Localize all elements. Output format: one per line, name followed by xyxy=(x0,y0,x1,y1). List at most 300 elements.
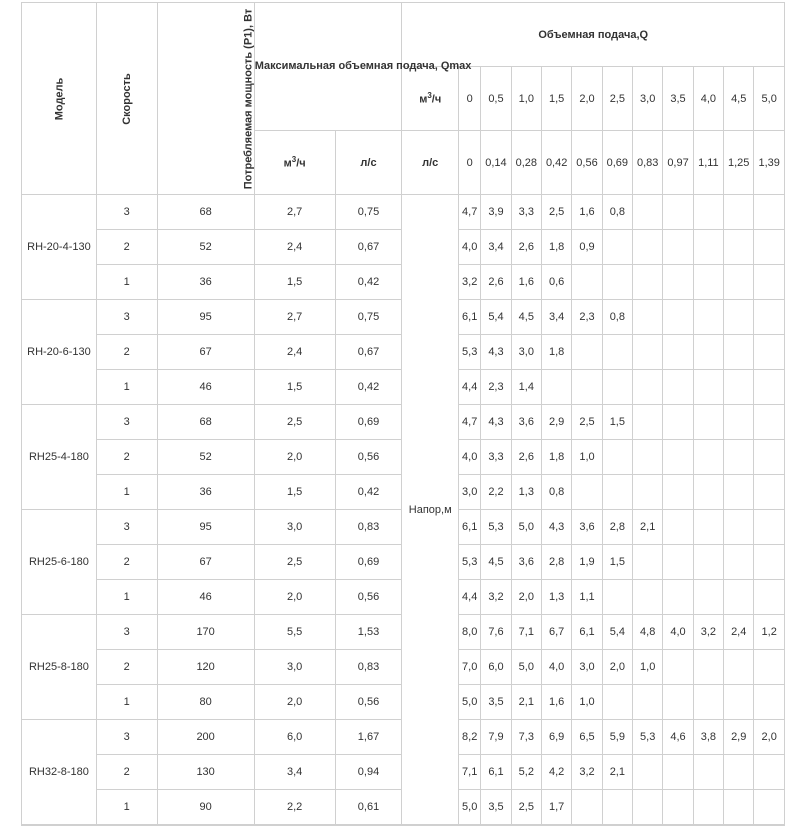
speed-cell: 1 xyxy=(96,790,157,825)
power-cell: 46 xyxy=(157,370,254,405)
power-header: Потребляемая мощность (Р1), Вт xyxy=(157,3,254,195)
head-value: 2,0 xyxy=(754,720,785,755)
qmax-m3h-cell: 2,4 xyxy=(254,230,335,265)
head-value: 5,2 xyxy=(511,755,541,790)
head-value: 5,4 xyxy=(602,615,632,650)
head-value: 1,9 xyxy=(572,545,602,580)
head-value: 3,9 xyxy=(481,195,511,230)
head-value xyxy=(724,230,754,265)
model-header: Модель xyxy=(22,3,97,195)
head-value: 4,0 xyxy=(541,650,571,685)
pump-spec-table xyxy=(21,2,785,825)
head-value: 4,4 xyxy=(459,580,481,615)
head-value: 6,0 xyxy=(481,650,511,685)
head-value: 2,0 xyxy=(602,650,632,685)
head-value: 1,0 xyxy=(572,440,602,475)
head-value xyxy=(633,335,663,370)
head-value xyxy=(633,265,663,300)
head-value xyxy=(693,755,723,790)
head-value xyxy=(693,440,723,475)
head-value: 2,8 xyxy=(541,545,571,580)
flow-ls-value: 0,97 xyxy=(663,131,693,195)
head-value: 3,3 xyxy=(481,440,511,475)
qmax-m3h-cell: 2,5 xyxy=(254,545,335,580)
head-value xyxy=(663,230,693,265)
flow-ls-value: 0,56 xyxy=(572,131,602,195)
qmax-ls-cell: 0,42 xyxy=(335,265,402,300)
qmax-m3h-unit: $м^3/ч$ xyxy=(254,131,335,195)
table-row xyxy=(22,195,785,230)
qmax-ls-cell: 1,53 xyxy=(335,615,402,650)
power-cell: 52 xyxy=(157,440,254,475)
head-value: 1,0 xyxy=(633,650,663,685)
head-value xyxy=(754,405,785,440)
head-value xyxy=(724,580,754,615)
head-value xyxy=(754,265,785,300)
head-value: 3,0 xyxy=(572,650,602,685)
head-value: 4,6 xyxy=(663,720,693,755)
model-name: RH-20-4-130 xyxy=(22,195,97,300)
head-value xyxy=(724,510,754,545)
head-value xyxy=(724,440,754,475)
head-value: 1,5 xyxy=(602,405,632,440)
power-cell: 67 xyxy=(157,335,254,370)
head-value xyxy=(724,650,754,685)
head-value: 5,0 xyxy=(459,685,481,720)
flow-ls-value: 1,39 xyxy=(754,131,785,195)
power-cell: 90 xyxy=(157,790,254,825)
head-value: 2,6 xyxy=(511,440,541,475)
head-value xyxy=(663,685,693,720)
head-value: 4,0 xyxy=(459,440,481,475)
head-value xyxy=(693,195,723,230)
qmax-ls-unit: л/с xyxy=(335,131,402,195)
bottom-border xyxy=(21,824,785,826)
head-value: 2,2 xyxy=(481,475,511,510)
flow-m3h-value: 1,0 xyxy=(511,67,541,131)
head-value: 6,9 xyxy=(541,720,571,755)
head-value xyxy=(663,300,693,335)
flow-ls-value: 1,11 xyxy=(693,131,723,195)
head-value xyxy=(572,475,602,510)
head-value: 3,2 xyxy=(459,265,481,300)
head-value xyxy=(602,440,632,475)
speed-cell: 1 xyxy=(96,265,157,300)
head-value: 5,0 xyxy=(511,510,541,545)
qmax-ls-cell: 1,67 xyxy=(335,720,402,755)
head-value: 5,3 xyxy=(459,335,481,370)
head-value xyxy=(663,370,693,405)
head-value: 5,3 xyxy=(481,510,511,545)
head-value: 0,8 xyxy=(602,195,632,230)
head-value xyxy=(693,475,723,510)
head-value xyxy=(754,335,785,370)
qmax-m3h-cell: 3,4 xyxy=(254,755,335,790)
head-value: 1,6 xyxy=(572,195,602,230)
speed-cell: 2 xyxy=(96,545,157,580)
head-value: 5,4 xyxy=(481,300,511,335)
power-cell: 170 xyxy=(157,615,254,650)
head-value: 3,0 xyxy=(511,335,541,370)
table-body xyxy=(22,195,785,825)
table-header xyxy=(22,3,785,195)
qmax-ls-cell: 0,69 xyxy=(335,545,402,580)
qmax-ls-cell: 0,75 xyxy=(335,195,402,230)
head-value xyxy=(633,195,663,230)
head-value: 6,1 xyxy=(459,510,481,545)
head-value xyxy=(663,475,693,510)
head-value xyxy=(693,545,723,580)
qmax-m3h-cell: 3,0 xyxy=(254,650,335,685)
head-value xyxy=(663,545,693,580)
head-value xyxy=(663,440,693,475)
head-value: 1,1 xyxy=(572,580,602,615)
head-value xyxy=(693,650,723,685)
head-value xyxy=(663,405,693,440)
qmax-m3h-cell: 1,5 xyxy=(254,265,335,300)
head-value xyxy=(724,790,754,825)
head-value: 2,3 xyxy=(481,370,511,405)
power-cell: 68 xyxy=(157,195,254,230)
qmax-m3h-cell: 2,7 xyxy=(254,300,335,335)
qmax-m3h-cell: 5,5 xyxy=(254,615,335,650)
head-value xyxy=(724,755,754,790)
flow-ls-value: 0,14 xyxy=(481,131,511,195)
head-value xyxy=(633,370,663,405)
speed-cell: 1 xyxy=(96,370,157,405)
head-value xyxy=(724,545,754,580)
head-value xyxy=(754,440,785,475)
power-cell: 200 xyxy=(157,720,254,755)
head-value: 7,6 xyxy=(481,615,511,650)
head-value: 1,2 xyxy=(754,615,785,650)
head-value: 3,6 xyxy=(511,545,541,580)
head-value xyxy=(754,370,785,405)
head-value xyxy=(754,580,785,615)
head-value xyxy=(724,405,754,440)
head-value: 1,6 xyxy=(511,265,541,300)
speed-cell: 2 xyxy=(96,335,157,370)
head-value: 2,5 xyxy=(572,405,602,440)
qmax-m3h-cell: 6,0 xyxy=(254,720,335,755)
head-value: 6,1 xyxy=(572,615,602,650)
head-value: 2,0 xyxy=(511,580,541,615)
head-value xyxy=(754,300,785,335)
head-value xyxy=(693,335,723,370)
head-value xyxy=(602,685,632,720)
flow-m3h-value: 4,0 xyxy=(693,67,723,131)
flow-ls-value: 0,42 xyxy=(541,131,571,195)
flow-m3h-value: 4,5 xyxy=(724,67,754,131)
head-value: 5,3 xyxy=(459,545,481,580)
qmax-m3h-cell: 1,5 xyxy=(254,370,335,405)
head-value: 2,4 xyxy=(724,615,754,650)
head-value: 0,8 xyxy=(602,300,632,335)
power-cell: 68 xyxy=(157,405,254,440)
head-value: 1,5 xyxy=(602,545,632,580)
head-value: 1,4 xyxy=(511,370,541,405)
speed-cell: 2 xyxy=(96,230,157,265)
speed-cell: 3 xyxy=(96,720,157,755)
head-value: 0,9 xyxy=(572,230,602,265)
power-cell: 46 xyxy=(157,580,254,615)
flow-m3h-unit: $м^3/ч$ xyxy=(402,67,459,131)
qmax-ls-cell: 0,67 xyxy=(335,335,402,370)
head-value xyxy=(602,580,632,615)
head-value xyxy=(602,370,632,405)
head-value xyxy=(663,510,693,545)
head-value: 1,3 xyxy=(511,475,541,510)
head-value: 4,8 xyxy=(633,615,663,650)
qmax-m3h-cell: 2,7 xyxy=(254,195,335,230)
flow-m3h-value: 1,5 xyxy=(541,67,571,131)
head-value xyxy=(693,370,723,405)
head-value xyxy=(754,650,785,685)
head-value: 5,0 xyxy=(511,650,541,685)
model-name: RH25-6-180 xyxy=(22,510,97,615)
head-value xyxy=(572,335,602,370)
flow-header: Объемная подача,Q xyxy=(402,3,785,67)
head-value: 0,6 xyxy=(541,265,571,300)
head-value: 3,8 xyxy=(693,720,723,755)
power-cell: 120 xyxy=(157,650,254,685)
head-value xyxy=(693,790,723,825)
power-cell: 80 xyxy=(157,685,254,720)
head-value: 1,8 xyxy=(541,335,571,370)
head-value: 4,5 xyxy=(481,545,511,580)
head-value: 4,3 xyxy=(481,405,511,440)
head-value xyxy=(633,545,663,580)
head-value xyxy=(693,230,723,265)
head-value: 3,5 xyxy=(481,685,511,720)
speed-cell: 2 xyxy=(96,440,157,475)
power-cell: 36 xyxy=(157,475,254,510)
head-value: 5,0 xyxy=(459,790,481,825)
head-value: 6,7 xyxy=(541,615,571,650)
power-cell: 67 xyxy=(157,545,254,580)
head-value: 2,1 xyxy=(633,510,663,545)
head-value: 4,3 xyxy=(541,510,571,545)
head-value: 8,0 xyxy=(459,615,481,650)
head-value xyxy=(754,230,785,265)
speed-cell: 3 xyxy=(96,405,157,440)
head-value: 3,4 xyxy=(541,300,571,335)
head-value xyxy=(633,755,663,790)
head-value xyxy=(724,475,754,510)
head-value: 4,7 xyxy=(459,195,481,230)
head-value xyxy=(754,545,785,580)
qmax-ls-cell: 0,83 xyxy=(335,650,402,685)
qmax-ls-cell: 0,94 xyxy=(335,755,402,790)
head-label: Напор,м xyxy=(402,195,459,825)
speed-cell: 1 xyxy=(96,685,157,720)
head-value xyxy=(663,650,693,685)
head-value: 2,1 xyxy=(511,685,541,720)
head-value: 7,1 xyxy=(511,615,541,650)
flow-m3h-value: 3,5 xyxy=(663,67,693,131)
head-value xyxy=(663,265,693,300)
head-value xyxy=(633,475,663,510)
head-value: 2,9 xyxy=(541,405,571,440)
head-value: 2,1 xyxy=(602,755,632,790)
qmax-m3h-cell: 2,5 xyxy=(254,405,335,440)
head-value: 4,5 xyxy=(511,300,541,335)
head-value: 3,2 xyxy=(572,755,602,790)
qmax-ls-cell: 0,42 xyxy=(335,475,402,510)
head-value: 3,6 xyxy=(511,405,541,440)
head-value xyxy=(724,370,754,405)
qmax-ls-cell: 0,67 xyxy=(335,230,402,265)
head-value: 2,9 xyxy=(724,720,754,755)
head-value xyxy=(693,685,723,720)
flow-ls-unit: л/с xyxy=(402,131,459,195)
qmax-m3h-cell: 2,0 xyxy=(254,440,335,475)
head-value: 2,5 xyxy=(511,790,541,825)
head-value xyxy=(724,195,754,230)
head-value: 7,0 xyxy=(459,650,481,685)
head-value xyxy=(602,475,632,510)
head-value: 2,6 xyxy=(481,265,511,300)
head-value: 3,2 xyxy=(693,615,723,650)
power-cell: 95 xyxy=(157,300,254,335)
qmax-ls-cell: 0,56 xyxy=(335,580,402,615)
flow-ls-value: 0,83 xyxy=(633,131,663,195)
qmax-ls-cell: 0,42 xyxy=(335,370,402,405)
head-value xyxy=(693,510,723,545)
head-value: 4,0 xyxy=(663,615,693,650)
head-value xyxy=(693,265,723,300)
head-value xyxy=(602,230,632,265)
speed-header: Скорость xyxy=(96,3,157,195)
model-name: RH32-8-180 xyxy=(22,720,97,825)
qmax-ls-cell: 0,75 xyxy=(335,300,402,335)
head-value: 1,7 xyxy=(541,790,571,825)
head-value xyxy=(633,300,663,335)
head-value: 1,0 xyxy=(572,685,602,720)
speed-cell: 3 xyxy=(96,300,157,335)
head-value xyxy=(693,300,723,335)
head-value xyxy=(724,265,754,300)
head-value xyxy=(572,370,602,405)
head-value xyxy=(724,335,754,370)
head-value xyxy=(663,335,693,370)
speed-cell: 3 xyxy=(96,510,157,545)
power-cell: 95 xyxy=(157,510,254,545)
qmax-m3h-cell: 2,0 xyxy=(254,580,335,615)
head-value xyxy=(633,440,663,475)
head-value: 8,2 xyxy=(459,720,481,755)
head-value: 4,2 xyxy=(541,755,571,790)
flow-m3h-value: 2,0 xyxy=(572,67,602,131)
power-cell: 52 xyxy=(157,230,254,265)
model-name: RH25-8-180 xyxy=(22,615,97,720)
head-value: 7,9 xyxy=(481,720,511,755)
flow-ls-value: 0,28 xyxy=(511,131,541,195)
qmax-m3h-cell: 2,4 xyxy=(254,335,335,370)
speed-cell: 3 xyxy=(96,615,157,650)
head-value: 4,7 xyxy=(459,405,481,440)
flow-ls-value: 1,25 xyxy=(724,131,754,195)
speed-cell: 2 xyxy=(96,755,157,790)
head-value: 6,5 xyxy=(572,720,602,755)
qmax-ls-cell: 0,56 xyxy=(335,440,402,475)
qmax-ls-cell: 0,69 xyxy=(335,405,402,440)
head-value xyxy=(633,580,663,615)
power-cell: 130 xyxy=(157,755,254,790)
head-value xyxy=(633,230,663,265)
head-value: 0,8 xyxy=(541,475,571,510)
head-value xyxy=(754,790,785,825)
qmax-header: Максимальная объемная подача, Qmax xyxy=(254,3,402,131)
head-value: 3,5 xyxy=(481,790,511,825)
head-value: 2,3 xyxy=(572,300,602,335)
head-value: 2,8 xyxy=(602,510,632,545)
flow-ls-value: 0 xyxy=(459,131,481,195)
head-value: 3,2 xyxy=(481,580,511,615)
head-value xyxy=(754,195,785,230)
head-value xyxy=(572,265,602,300)
flow-m3h-value: 0 xyxy=(459,67,481,131)
head-value: 2,6 xyxy=(511,230,541,265)
head-value xyxy=(602,790,632,825)
head-value xyxy=(693,580,723,615)
flow-ls-value: 0,69 xyxy=(602,131,632,195)
head-value: 1,8 xyxy=(541,230,571,265)
head-value: 3,4 xyxy=(481,230,511,265)
head-value xyxy=(633,405,663,440)
head-value xyxy=(633,790,663,825)
head-value: 5,9 xyxy=(602,720,632,755)
head-value xyxy=(724,300,754,335)
head-value: 4,0 xyxy=(459,230,481,265)
head-value: 3,0 xyxy=(459,475,481,510)
qmax-m3h-cell: 2,2 xyxy=(254,790,335,825)
head-value xyxy=(693,405,723,440)
head-value xyxy=(724,685,754,720)
head-value xyxy=(663,790,693,825)
qmax-m3h-cell: 3,0 xyxy=(254,510,335,545)
qmax-ls-cell: 0,83 xyxy=(335,510,402,545)
speed-cell: 3 xyxy=(96,195,157,230)
speed-cell: 1 xyxy=(96,475,157,510)
head-value xyxy=(663,755,693,790)
head-value: 4,3 xyxy=(481,335,511,370)
head-value: 1,3 xyxy=(541,580,571,615)
head-value xyxy=(602,265,632,300)
head-value xyxy=(633,685,663,720)
head-value: 6,1 xyxy=(459,300,481,335)
head-value xyxy=(754,510,785,545)
head-value: 1,8 xyxy=(541,440,571,475)
head-value xyxy=(754,755,785,790)
head-value: 1,6 xyxy=(541,685,571,720)
head-value: 6,1 xyxy=(481,755,511,790)
qmax-ls-cell: 0,56 xyxy=(335,685,402,720)
head-value xyxy=(572,790,602,825)
flow-m3h-value: 3,0 xyxy=(633,67,663,131)
head-value: 7,3 xyxy=(511,720,541,755)
head-value: 5,3 xyxy=(633,720,663,755)
head-value xyxy=(754,475,785,510)
qmax-m3h-cell: 1,5 xyxy=(254,475,335,510)
head-value xyxy=(754,685,785,720)
model-name: RH25-4-180 xyxy=(22,405,97,510)
head-value xyxy=(663,195,693,230)
head-value: 4,4 xyxy=(459,370,481,405)
head-value: 3,6 xyxy=(572,510,602,545)
qmax-m3h-cell: 2,0 xyxy=(254,685,335,720)
flow-m3h-value: 2,5 xyxy=(602,67,632,131)
